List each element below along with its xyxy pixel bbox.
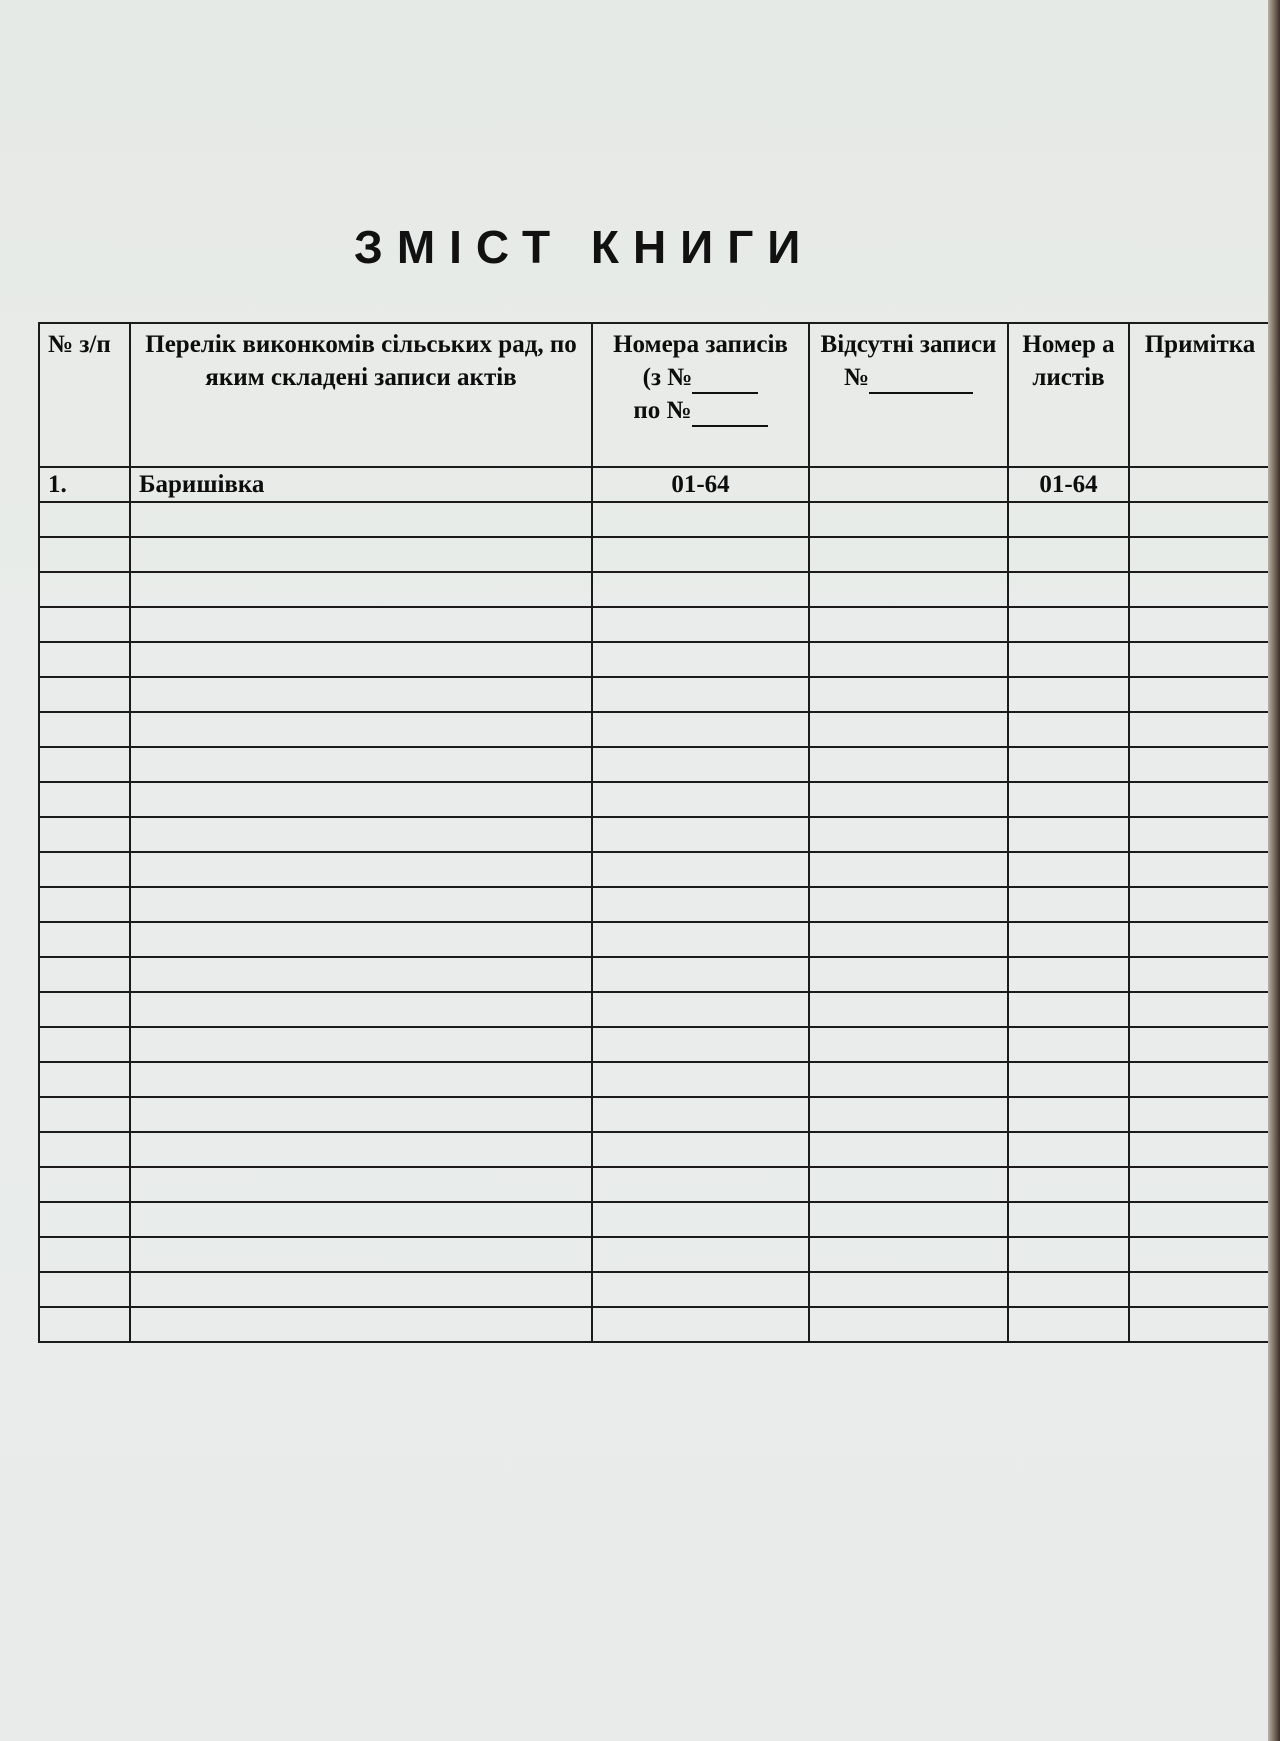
sheet-numbers-cell — [1008, 1027, 1129, 1062]
row-number-cell — [39, 852, 130, 887]
missing-records-cell — [809, 992, 1008, 1027]
note-cell — [1129, 747, 1268, 782]
note-cell — [1129, 537, 1268, 572]
council-name-cell — [130, 712, 592, 747]
missing-records-cell — [809, 1307, 1008, 1342]
record-numbers-cell — [592, 1097, 809, 1132]
sheet-numbers-cell — [1008, 747, 1129, 782]
row-number-cell — [39, 1237, 130, 1272]
missing-records-cell — [809, 572, 1008, 607]
sheet-numbers-cell — [1008, 537, 1129, 572]
row-number-cell — [39, 887, 130, 922]
note-cell — [1129, 677, 1268, 712]
missing-records-cell — [809, 922, 1008, 957]
record-numbers-cell: 01-64 — [592, 467, 809, 502]
row-number-cell — [39, 782, 130, 817]
sheet-numbers-cell — [1008, 992, 1129, 1027]
sheet-numbers-cell — [1008, 1237, 1129, 1272]
note-cell — [1129, 887, 1268, 922]
table-row — [39, 607, 1268, 642]
table-row — [39, 572, 1268, 607]
note-cell — [1129, 712, 1268, 747]
note-cell — [1129, 1062, 1268, 1097]
table-row — [39, 502, 1268, 537]
council-name-cell — [130, 782, 592, 817]
note-cell — [1129, 1097, 1268, 1132]
record-numbers-cell — [592, 607, 809, 642]
blank-line — [692, 366, 758, 394]
council-name-cell — [130, 1202, 592, 1237]
header-number: № з/п — [39, 323, 130, 467]
note-cell — [1129, 782, 1268, 817]
note-cell — [1129, 642, 1268, 677]
row-number-cell — [39, 677, 130, 712]
record-numbers-cell — [592, 957, 809, 992]
row-number-cell — [39, 747, 130, 782]
note-cell — [1129, 502, 1268, 537]
sheet-numbers-cell — [1008, 572, 1129, 607]
council-name-cell — [130, 1132, 592, 1167]
row-number-cell — [39, 817, 130, 852]
table-row — [39, 467, 1268, 502]
blank-line — [692, 399, 768, 427]
row-number-cell — [39, 992, 130, 1027]
council-name-cell — [130, 852, 592, 887]
sheet-numbers-cell — [1008, 607, 1129, 642]
sheet-numbers-cell — [1008, 712, 1129, 747]
missing-records-cell — [809, 642, 1008, 677]
note-cell — [1129, 957, 1268, 992]
table-row — [39, 1132, 1268, 1167]
missing-records-cell — [809, 502, 1008, 537]
row-number-cell — [39, 502, 130, 537]
missing-records-cell — [809, 957, 1008, 992]
note-cell — [1129, 1027, 1268, 1062]
council-name-cell — [130, 887, 592, 922]
council-name-cell — [130, 1237, 592, 1272]
record-numbers-cell — [592, 1237, 809, 1272]
row-number-cell — [39, 1272, 130, 1307]
record-numbers-cell — [592, 677, 809, 712]
record-numbers-cell — [592, 887, 809, 922]
missing-records-cell — [809, 1167, 1008, 1202]
table-row — [39, 1272, 1268, 1307]
sheet-numbers-cell — [1008, 887, 1129, 922]
missing-records-cell — [809, 1132, 1008, 1167]
row-number-cell — [39, 1307, 130, 1342]
note-cell — [1129, 1167, 1268, 1202]
record-numbers-cell — [592, 1132, 809, 1167]
row-number-cell — [39, 1097, 130, 1132]
table-row — [39, 677, 1268, 712]
record-numbers-cell — [592, 992, 809, 1027]
table-row — [39, 782, 1268, 817]
council-name-cell — [130, 642, 592, 677]
council-name-cell: Баришівка — [130, 467, 592, 502]
missing-records-cell — [809, 1097, 1008, 1132]
header-note: Примітка — [1129, 323, 1268, 467]
sheet-numbers-cell — [1008, 1272, 1129, 1307]
note-cell — [1129, 852, 1268, 887]
contents-table — [38, 322, 1268, 1343]
record-numbers-cell — [592, 1202, 809, 1237]
header-record-numbers-label: Номера записів — [613, 331, 788, 358]
sheet-numbers-cell — [1008, 642, 1129, 677]
sheet-numbers-cell — [1008, 957, 1129, 992]
row-number-cell — [39, 957, 130, 992]
record-numbers-cell — [592, 782, 809, 817]
record-numbers-cell — [592, 1307, 809, 1342]
table-row — [39, 1027, 1268, 1062]
note-cell — [1129, 1132, 1268, 1167]
table-row — [39, 957, 1268, 992]
row-number-cell — [39, 712, 130, 747]
table-row — [39, 1097, 1268, 1132]
sheet-numbers-cell — [1008, 502, 1129, 537]
council-name-cell — [130, 572, 592, 607]
missing-records-cell — [809, 712, 1008, 747]
note-cell — [1129, 572, 1268, 607]
council-name-cell — [130, 747, 592, 782]
record-numbers-cell — [592, 1167, 809, 1202]
row-number-cell — [39, 642, 130, 677]
row-number-cell — [39, 922, 130, 957]
record-numbers-cell — [592, 747, 809, 782]
table-row — [39, 922, 1268, 957]
missing-records-cell — [809, 467, 1008, 502]
sheet-numbers-cell: 01-64 — [1008, 467, 1129, 502]
row-number-cell — [39, 1202, 130, 1237]
record-numbers-cell — [592, 572, 809, 607]
sheet-numbers-cell — [1008, 1132, 1129, 1167]
record-numbers-cell — [592, 852, 809, 887]
sheet-numbers-cell — [1008, 1062, 1129, 1097]
row-number-cell — [39, 1167, 130, 1202]
note-cell — [1129, 817, 1268, 852]
council-name-cell — [130, 1027, 592, 1062]
row-number-cell — [39, 1062, 130, 1097]
table-row — [39, 1237, 1268, 1272]
council-name-cell — [130, 1307, 592, 1342]
council-name-cell — [130, 1097, 592, 1132]
sheet-numbers-cell — [1008, 1202, 1129, 1237]
record-numbers-cell — [592, 537, 809, 572]
record-numbers-cell — [592, 712, 809, 747]
row-number-cell — [39, 1027, 130, 1062]
note-cell — [1129, 922, 1268, 957]
row-number-cell: 1. — [39, 467, 130, 502]
record-numbers-cell — [592, 502, 809, 537]
missing-records-cell — [809, 607, 1008, 642]
missing-records-cell — [809, 1062, 1008, 1097]
table-row — [39, 852, 1268, 887]
header-records-from-label: (з № — [642, 364, 693, 391]
table-row — [39, 1202, 1268, 1237]
missing-records-cell — [809, 782, 1008, 817]
page-edge-shadow — [1268, 0, 1280, 1741]
missing-records-cell — [809, 1272, 1008, 1307]
row-number-cell — [39, 537, 130, 572]
note-cell — [1129, 467, 1268, 502]
header-record-numbers — [592, 323, 809, 467]
table-row — [39, 1167, 1268, 1202]
note-cell — [1129, 1237, 1268, 1272]
council-name-cell — [130, 1272, 592, 1307]
sheet-numbers-cell — [1008, 782, 1129, 817]
record-numbers-cell — [592, 817, 809, 852]
note-cell — [1129, 992, 1268, 1027]
council-name-cell — [130, 817, 592, 852]
record-numbers-cell — [592, 922, 809, 957]
table-row — [39, 642, 1268, 677]
record-numbers-cell — [592, 642, 809, 677]
missing-records-cell — [809, 1202, 1008, 1237]
sheet-numbers-cell — [1008, 677, 1129, 712]
row-number-cell — [39, 572, 130, 607]
table-row — [39, 992, 1268, 1027]
header-records-to — [601, 394, 800, 427]
table-row — [39, 537, 1268, 572]
table-row — [39, 817, 1268, 852]
record-numbers-cell — [592, 1027, 809, 1062]
blank-line — [869, 366, 973, 394]
record-numbers-cell — [592, 1272, 809, 1307]
header-records-from — [601, 361, 800, 394]
header-missing-records — [809, 323, 1008, 467]
missing-records-cell — [809, 747, 1008, 782]
missing-records-cell — [809, 537, 1008, 572]
table-row — [39, 1307, 1268, 1342]
row-number-cell — [39, 607, 130, 642]
council-name-cell — [130, 957, 592, 992]
table-row — [39, 712, 1268, 747]
header-missing-no — [818, 361, 999, 394]
missing-records-cell — [809, 677, 1008, 712]
missing-records-cell — [809, 817, 1008, 852]
table-header-row — [39, 323, 1268, 467]
row-number-cell — [39, 1132, 130, 1167]
sheet-numbers-cell — [1008, 1097, 1129, 1132]
page-title: ЗМІСТ КНИГИ — [354, 221, 815, 273]
header-council-list: Перелік виконкомів сільських рад, по яким складені записи актів — [130, 323, 592, 467]
sheet-numbers-cell — [1008, 1167, 1129, 1202]
council-name-cell — [130, 502, 592, 537]
council-name-cell — [130, 1167, 592, 1202]
record-numbers-cell — [592, 1062, 809, 1097]
note-cell — [1129, 1307, 1268, 1342]
note-cell — [1129, 607, 1268, 642]
sheet-numbers-cell — [1008, 922, 1129, 957]
sheet-numbers-cell — [1008, 1307, 1129, 1342]
header-sheet-numbers: Номер а листів — [1008, 323, 1129, 467]
header-missing-no-label: № — [843, 364, 870, 391]
table-row — [39, 887, 1268, 922]
sheet-numbers-cell — [1008, 852, 1129, 887]
council-name-cell — [130, 607, 592, 642]
header-missing-records-label: Відсутні записи — [820, 331, 997, 358]
council-name-cell — [130, 537, 592, 572]
header-records-to-label: по № — [633, 397, 692, 424]
missing-records-cell — [809, 852, 1008, 887]
council-name-cell — [130, 677, 592, 712]
missing-records-cell — [809, 1027, 1008, 1062]
table-row — [39, 1062, 1268, 1097]
council-name-cell — [130, 992, 592, 1027]
missing-records-cell — [809, 1237, 1008, 1272]
table-row — [39, 747, 1268, 782]
note-cell — [1129, 1272, 1268, 1307]
note-cell — [1129, 1202, 1268, 1237]
council-name-cell — [130, 1062, 592, 1097]
council-name-cell — [130, 922, 592, 957]
missing-records-cell — [809, 887, 1008, 922]
sheet-numbers-cell — [1008, 817, 1129, 852]
